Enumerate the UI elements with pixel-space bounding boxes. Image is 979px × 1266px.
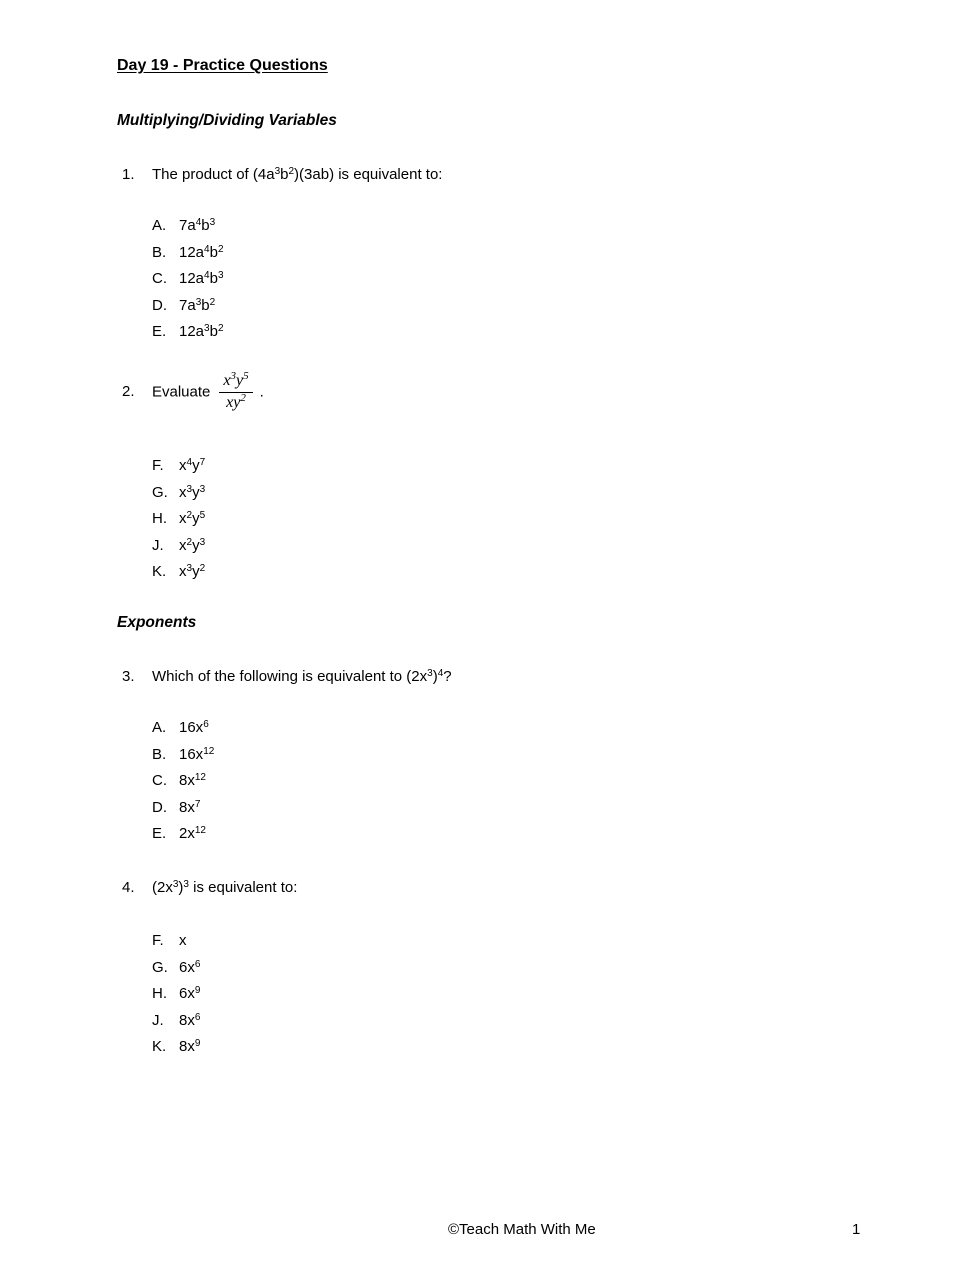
choice-2-j [152,533,205,560]
choice-4-h [152,981,200,1008]
choice-1-d [152,293,224,320]
choice-value: $x^2y^3$ [179,536,206,554]
choice-letter: C. [152,772,167,789]
choice-3-e [152,821,214,848]
choice-value: $x^4y^7$ [179,457,206,474]
question-3-prompt: Which of the following is equivalent to $(2x^3)^4$? [152,668,452,685]
question-2-prompt-lead: Evaluate [152,383,211,401]
choice-value: $7a^3b^2$ [179,296,216,314]
choice-2-f [152,453,205,480]
choice-value: $6x^9$ [179,985,201,1002]
choice-value: $12a^4b^3$ [179,270,224,287]
choice-value: $x^2y^5$ [179,510,206,527]
choice-3-d [152,795,214,822]
choice-letter: G. [152,483,168,501]
section-heading-exponents: Exponents [117,614,197,631]
footer-copyright: ©Teach Math With Me [448,1221,596,1238]
choice-letter: B. [152,745,167,763]
choice-letter: A. [152,217,167,234]
choice-2-k [152,559,205,586]
choice-3-c [152,768,214,795]
choice-letter: J. [152,1011,164,1029]
choice-2-h [152,506,205,533]
choice-1-b [152,240,224,267]
choice-letter: A. [152,719,167,736]
choice-value: $12a^3b^2$ [179,323,224,340]
section-heading-multiplying-dividing-variables: Multiplying/Dividing Variables [117,112,337,129]
choices-question-1 [152,213,224,346]
choice-4-j [152,1008,200,1035]
choice-letter: J. [152,536,164,554]
fraction-denominator: $xy^2$ [226,391,246,411]
choice-1-c [152,266,224,293]
question-2-prompt-tail: . [259,383,264,401]
choice-letter: F. [152,457,164,474]
question-1 [122,166,442,183]
choice-4-f [152,928,200,955]
choice-value: $7a^4b^3$ [179,217,216,234]
choices-question-4 [152,928,200,1061]
choice-letter: K. [152,563,167,580]
document-title: Day 19 - Practice Questions [117,57,328,74]
choice-3-a [152,715,214,742]
choice-letter: B. [152,243,167,261]
question-2 [122,371,264,414]
question-1-number: 1. [122,166,135,183]
choice-value: x [179,932,187,949]
footer-page-number: 1 [852,1221,861,1238]
fraction-numerator: $x^3y^5$ [219,371,252,393]
choice-letter: E. [152,323,167,340]
choice-1-a [152,213,224,240]
choice-letter: F. [152,932,164,949]
choice-letter: D. [152,296,167,314]
choice-value: $8x^{12}$ [179,772,206,789]
choice-4-g [152,955,200,982]
choice-letter: D. [152,798,167,816]
choice-1-e [152,319,224,346]
question-2-number: 2. [122,383,135,401]
choice-value: $8x^6$ [179,1011,201,1029]
choices-question-2 [152,453,205,586]
choice-4-k [152,1034,200,1061]
choice-letter: H. [152,985,167,1002]
question-4-number: 4. [122,879,135,896]
choice-value: $8x^7$ [179,798,201,816]
question-1-prompt: The product of $(4a^3b^2)(3ab)$ is equivalent to: [152,166,443,183]
choice-value: $x^3y^2$ [179,563,206,580]
choice-value: $16x^{12}$ [179,745,215,763]
question-3-number: 3. [122,668,135,685]
choice-value: $16x^6$ [179,719,209,736]
fraction-x3y5-over-xy2 [219,371,252,414]
choice-value: $2x^{12}$ [179,825,206,842]
choice-letter: K. [152,1038,167,1055]
question-4 [122,879,297,896]
choice-value: $12a^4b^2$ [179,243,224,261]
choice-letter: C. [152,270,167,287]
choice-value: $x^3y^3$ [179,483,206,501]
question-4-prompt: $(2x^3)^3$ is equivalent to: [152,879,298,896]
choice-2-g [152,480,205,507]
choice-3-b [152,742,214,769]
choices-question-3 [152,715,214,848]
choice-letter: G. [152,958,168,976]
choice-value: $6x^6$ [179,958,201,976]
choice-value: $8x^9$ [179,1038,201,1055]
choice-letter: E. [152,825,167,842]
question-3 [122,668,452,685]
choice-letter: H. [152,510,167,527]
